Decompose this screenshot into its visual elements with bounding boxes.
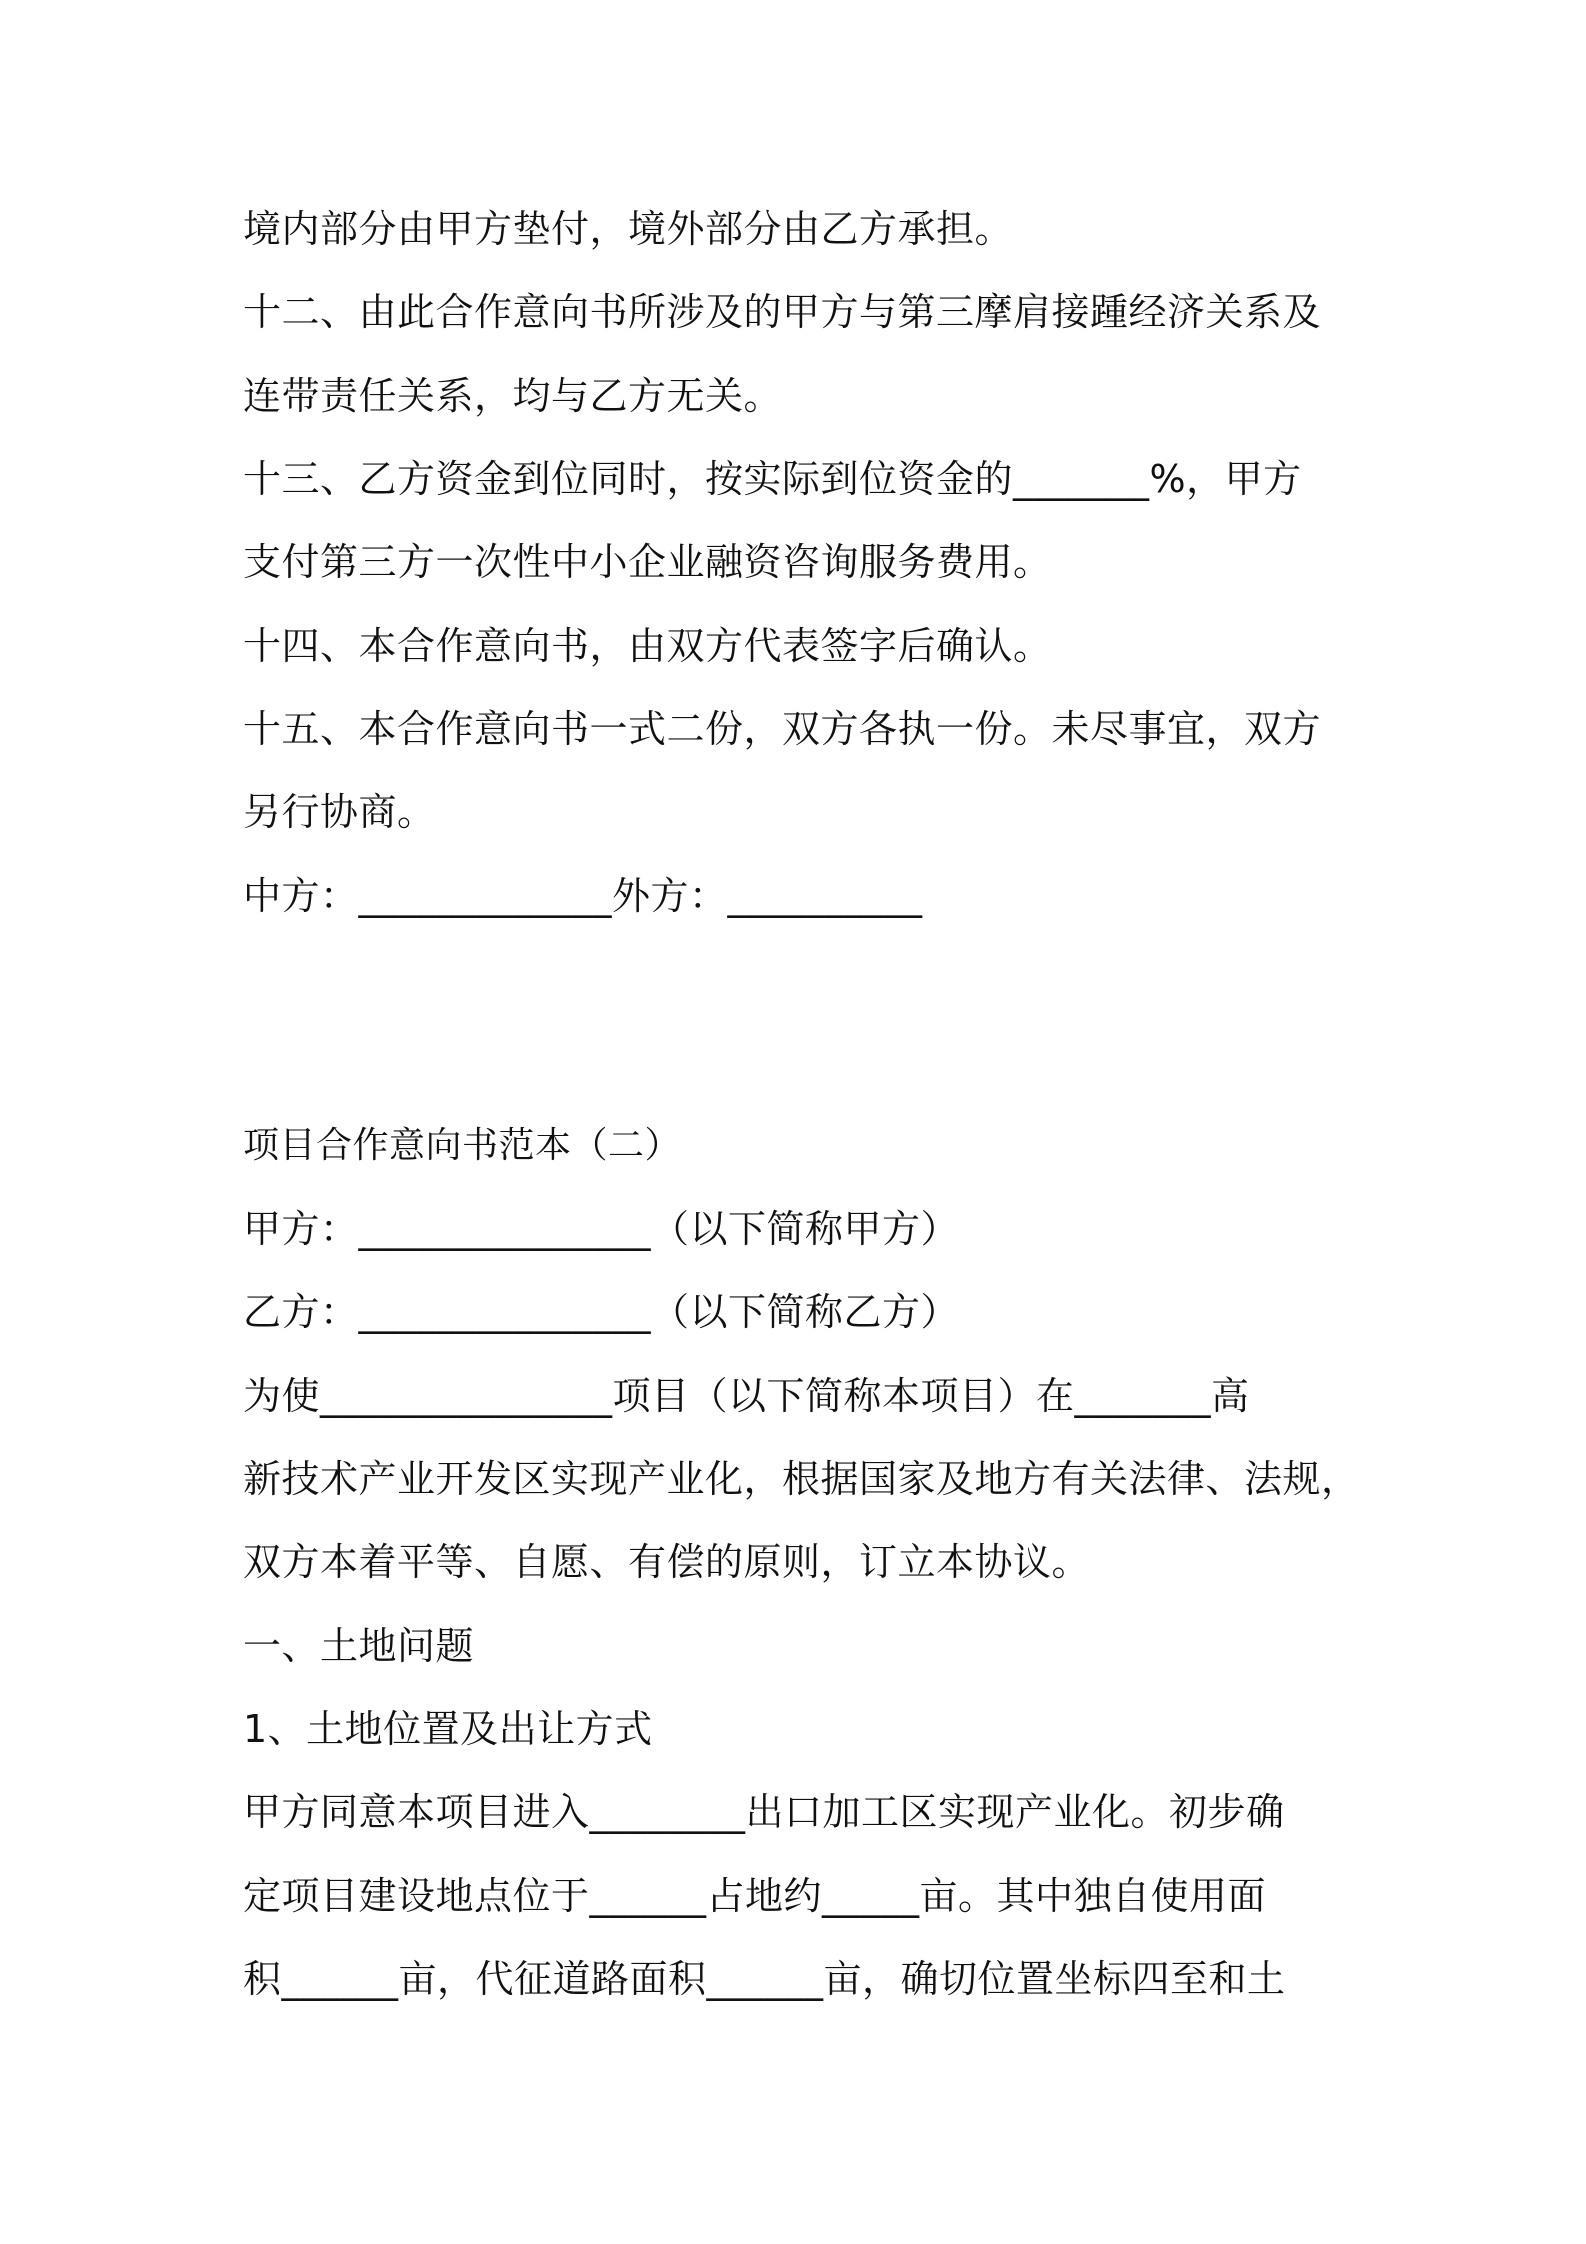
text-line: 另行协商。 (243, 790, 436, 834)
text-line: 连带责任关系，均与乙方无关。 (243, 374, 783, 418)
text-line: 双方本着平等、自愿、有偿的原则，订立本协议。 (243, 1540, 1091, 1584)
subsection-heading: 1、土地位置及出让方式 (243, 1707, 653, 1751)
section-title: 项目合作意向书范本（二） (243, 1125, 682, 1166)
text-line: 为使_______________项目（以下简称本项目）在_______高 (243, 1374, 1250, 1418)
text-line: 甲方同意本项目进入________出口加工区实现产业化。初步确 (243, 1790, 1285, 1834)
text-line: 十四、本合作意向书，由双方代表签字后确认。 (243, 624, 1052, 668)
text-line: 十三、乙方资金到位同时，按实际到位资金的_______%，甲方 (243, 457, 1302, 501)
party-b-line: 乙方：_______________（以下简称乙方） (243, 1290, 960, 1334)
party-a-line: 甲方：_______________（以下简称甲方） (243, 1207, 960, 1251)
text-line: 新技术产业开发区实现产业化，根据国家及地方有关法律、法规， (243, 1457, 1360, 1501)
text-line: 境内部分由甲方垫付，境外部分由乙方承担。 (243, 207, 1014, 251)
text-line: 十二、由此合作意向书所涉及的甲方与第三摩肩接踵经济关系及 (243, 290, 1322, 334)
signature-line: 中方：_____________外方：__________ (243, 874, 923, 918)
section-heading: 一、土地问题 (243, 1624, 475, 1668)
text-line: 支付第三方一次性中小企业融资咨询服务费用。 (243, 540, 1052, 584)
text-line: 积______亩，代征道路面积______亩，确切位置坐标四至和土 (243, 1957, 1286, 2001)
text-line: 定项目建设地点位于______占地约_____亩。其中独自使用面 (243, 1874, 1267, 1918)
text-line: 十五、本合作意向书一式二份，双方各执一份。未尽事宜，双方 (243, 707, 1322, 751)
